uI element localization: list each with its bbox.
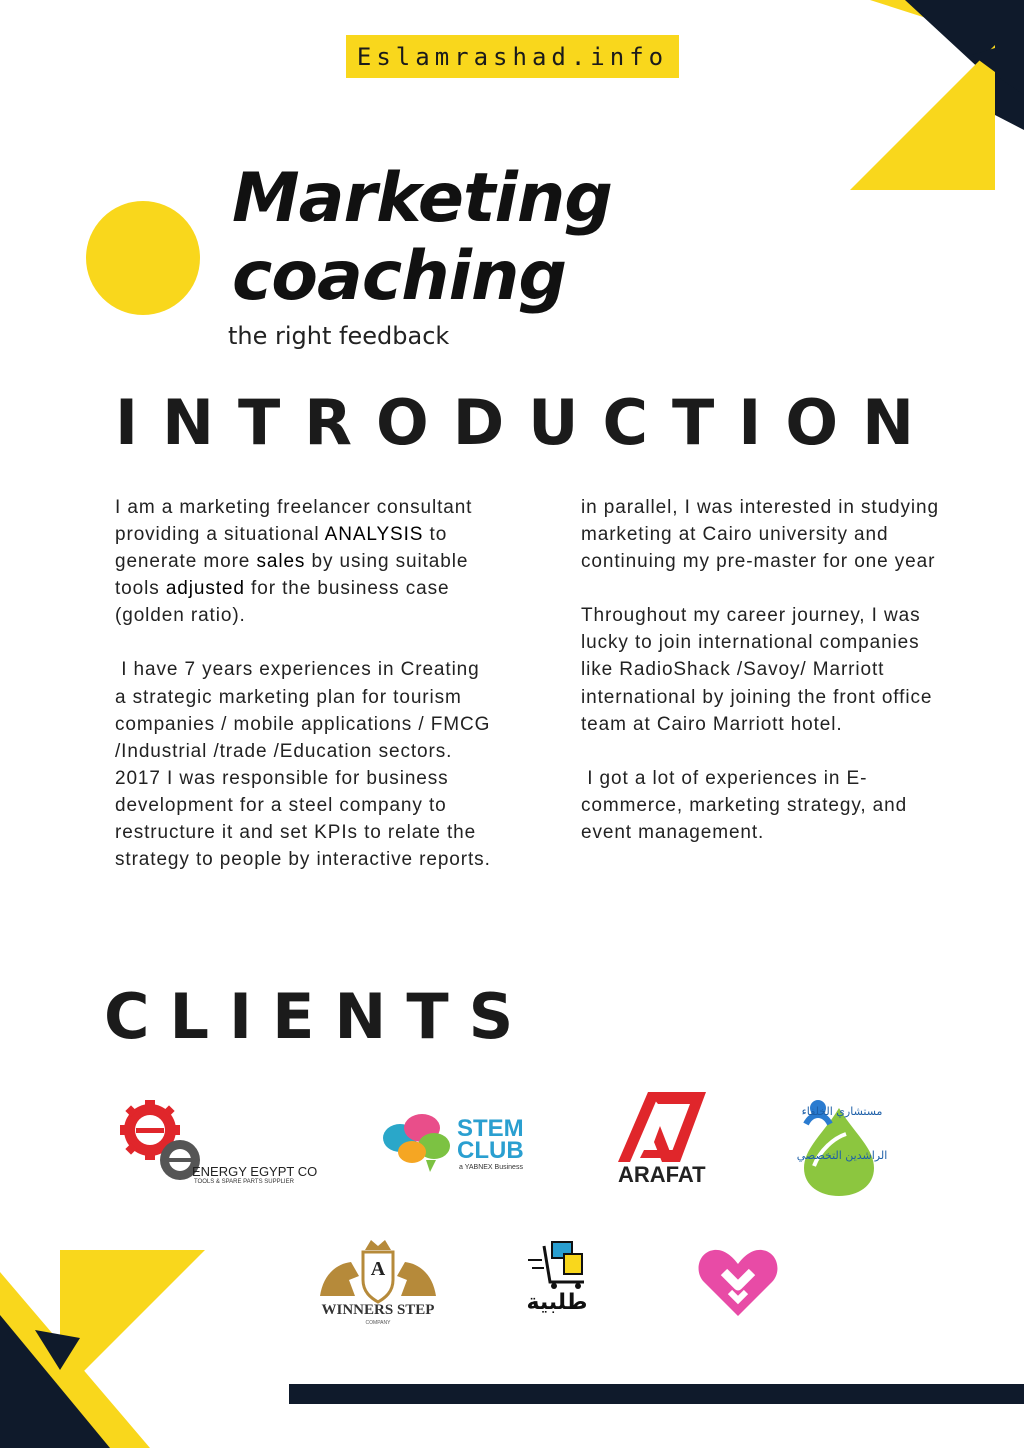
brand-title-line1: Marketing	[232, 159, 612, 238]
yellow-circle-decoration	[86, 201, 200, 315]
top-right-corner-decoration	[850, 0, 1024, 190]
website-url: Eslamrashad.info	[356, 42, 669, 71]
energy-egypt-name: ENERGY EGYPT CO	[192, 1164, 318, 1179]
brand-tagline: the right feedback	[228, 322, 450, 350]
delivery-cart-icon	[522, 1240, 592, 1290]
client-logo-arafat	[618, 1092, 710, 1187]
website-badge[interactable]	[346, 35, 679, 78]
intro-paragraph-4: Throughout my career journey, I was lucky to join international companies like RadioShack /Savoy/ Marriott international by joining the front office team at Cairo Marriott hotel.	[581, 605, 939, 735]
stem-club-line2: CLUB	[457, 1137, 524, 1164]
intro-emphasis-analysis: ANALYSIS	[324, 524, 424, 546]
client-logo-winners-step	[315, 1236, 441, 1332]
intro-text-segment: I am a marketing freelancer consultant providing a situational	[115, 497, 485, 546]
brain-icon	[382, 1108, 457, 1174]
intro-emphasis-sales: sales	[256, 551, 306, 573]
intro-emphasis-adjusted: adjusted	[165, 578, 245, 600]
bottom-left-corner-decoration	[0, 1250, 205, 1448]
intro-text-segment: for the business case (golden ratio).	[115, 578, 456, 627]
client-logo-stem-club	[382, 1106, 527, 1178]
winners-step-subtitle: COMPANY	[365, 1320, 391, 1326]
intro-text-segment: by using suitable tools	[115, 551, 475, 600]
intro-right-column	[581, 494, 951, 846]
intro-paragraph-1	[115, 494, 495, 629]
arabic-consultancy-name: مستشاري الخلفاء الراشدين التخصصي	[796, 1105, 888, 1162]
winners-step-name: WINNERS STEP	[321, 1302, 435, 1318]
stem-club-line1: STEM	[457, 1115, 524, 1142]
intro-paragraph-5: I got a lot of experiences in E-commerce, marketing strategy, and event management.	[581, 767, 914, 843]
intro-paragraph-3: in parallel, I was interested in studying marketing at Cairo university and continuing my pre-master for one year	[581, 497, 946, 573]
client-logo-pink-heart	[696, 1246, 780, 1320]
intro-left-column	[115, 494, 495, 873]
intro-paragraph-2: I have 7 years experiences in Creating a strategic marketing plan for tourism companies / mobile applications / FMCG /Industrial /trade /Education sectors. 2017 I was responsible for business development for a steel company to restructure it and set KPIs to relate the strategy to people by interactive reports.	[115, 659, 491, 871]
winners-step-crest-letter: A	[370, 1258, 386, 1280]
introduction-heading: INTRODUCTION	[115, 386, 938, 459]
brand-title-line2: coaching	[232, 237, 567, 316]
client-logo-arabic-consultancy	[784, 1088, 894, 1198]
clients-heading: CLIENTS	[104, 980, 534, 1053]
pink-heart-icon	[696, 1246, 780, 1320]
bottom-bar-decoration	[289, 1384, 1024, 1404]
talabia-name: طلبية	[526, 1290, 588, 1315]
energy-egypt-subtitle: TOOLS & SPARE PARTS SUPPLIER	[194, 1179, 294, 1185]
intro-text-segment: to generate more	[115, 524, 454, 573]
stem-club-subtitle: a YABNEX Business	[459, 1164, 523, 1171]
client-logo-talabia	[522, 1240, 592, 1322]
arafat-a-mark-icon	[618, 1092, 710, 1162]
client-logo-energy-egypt	[118, 1100, 318, 1190]
brand-title	[232, 160, 612, 316]
arafat-name: ARAFAT	[618, 1162, 706, 1187]
